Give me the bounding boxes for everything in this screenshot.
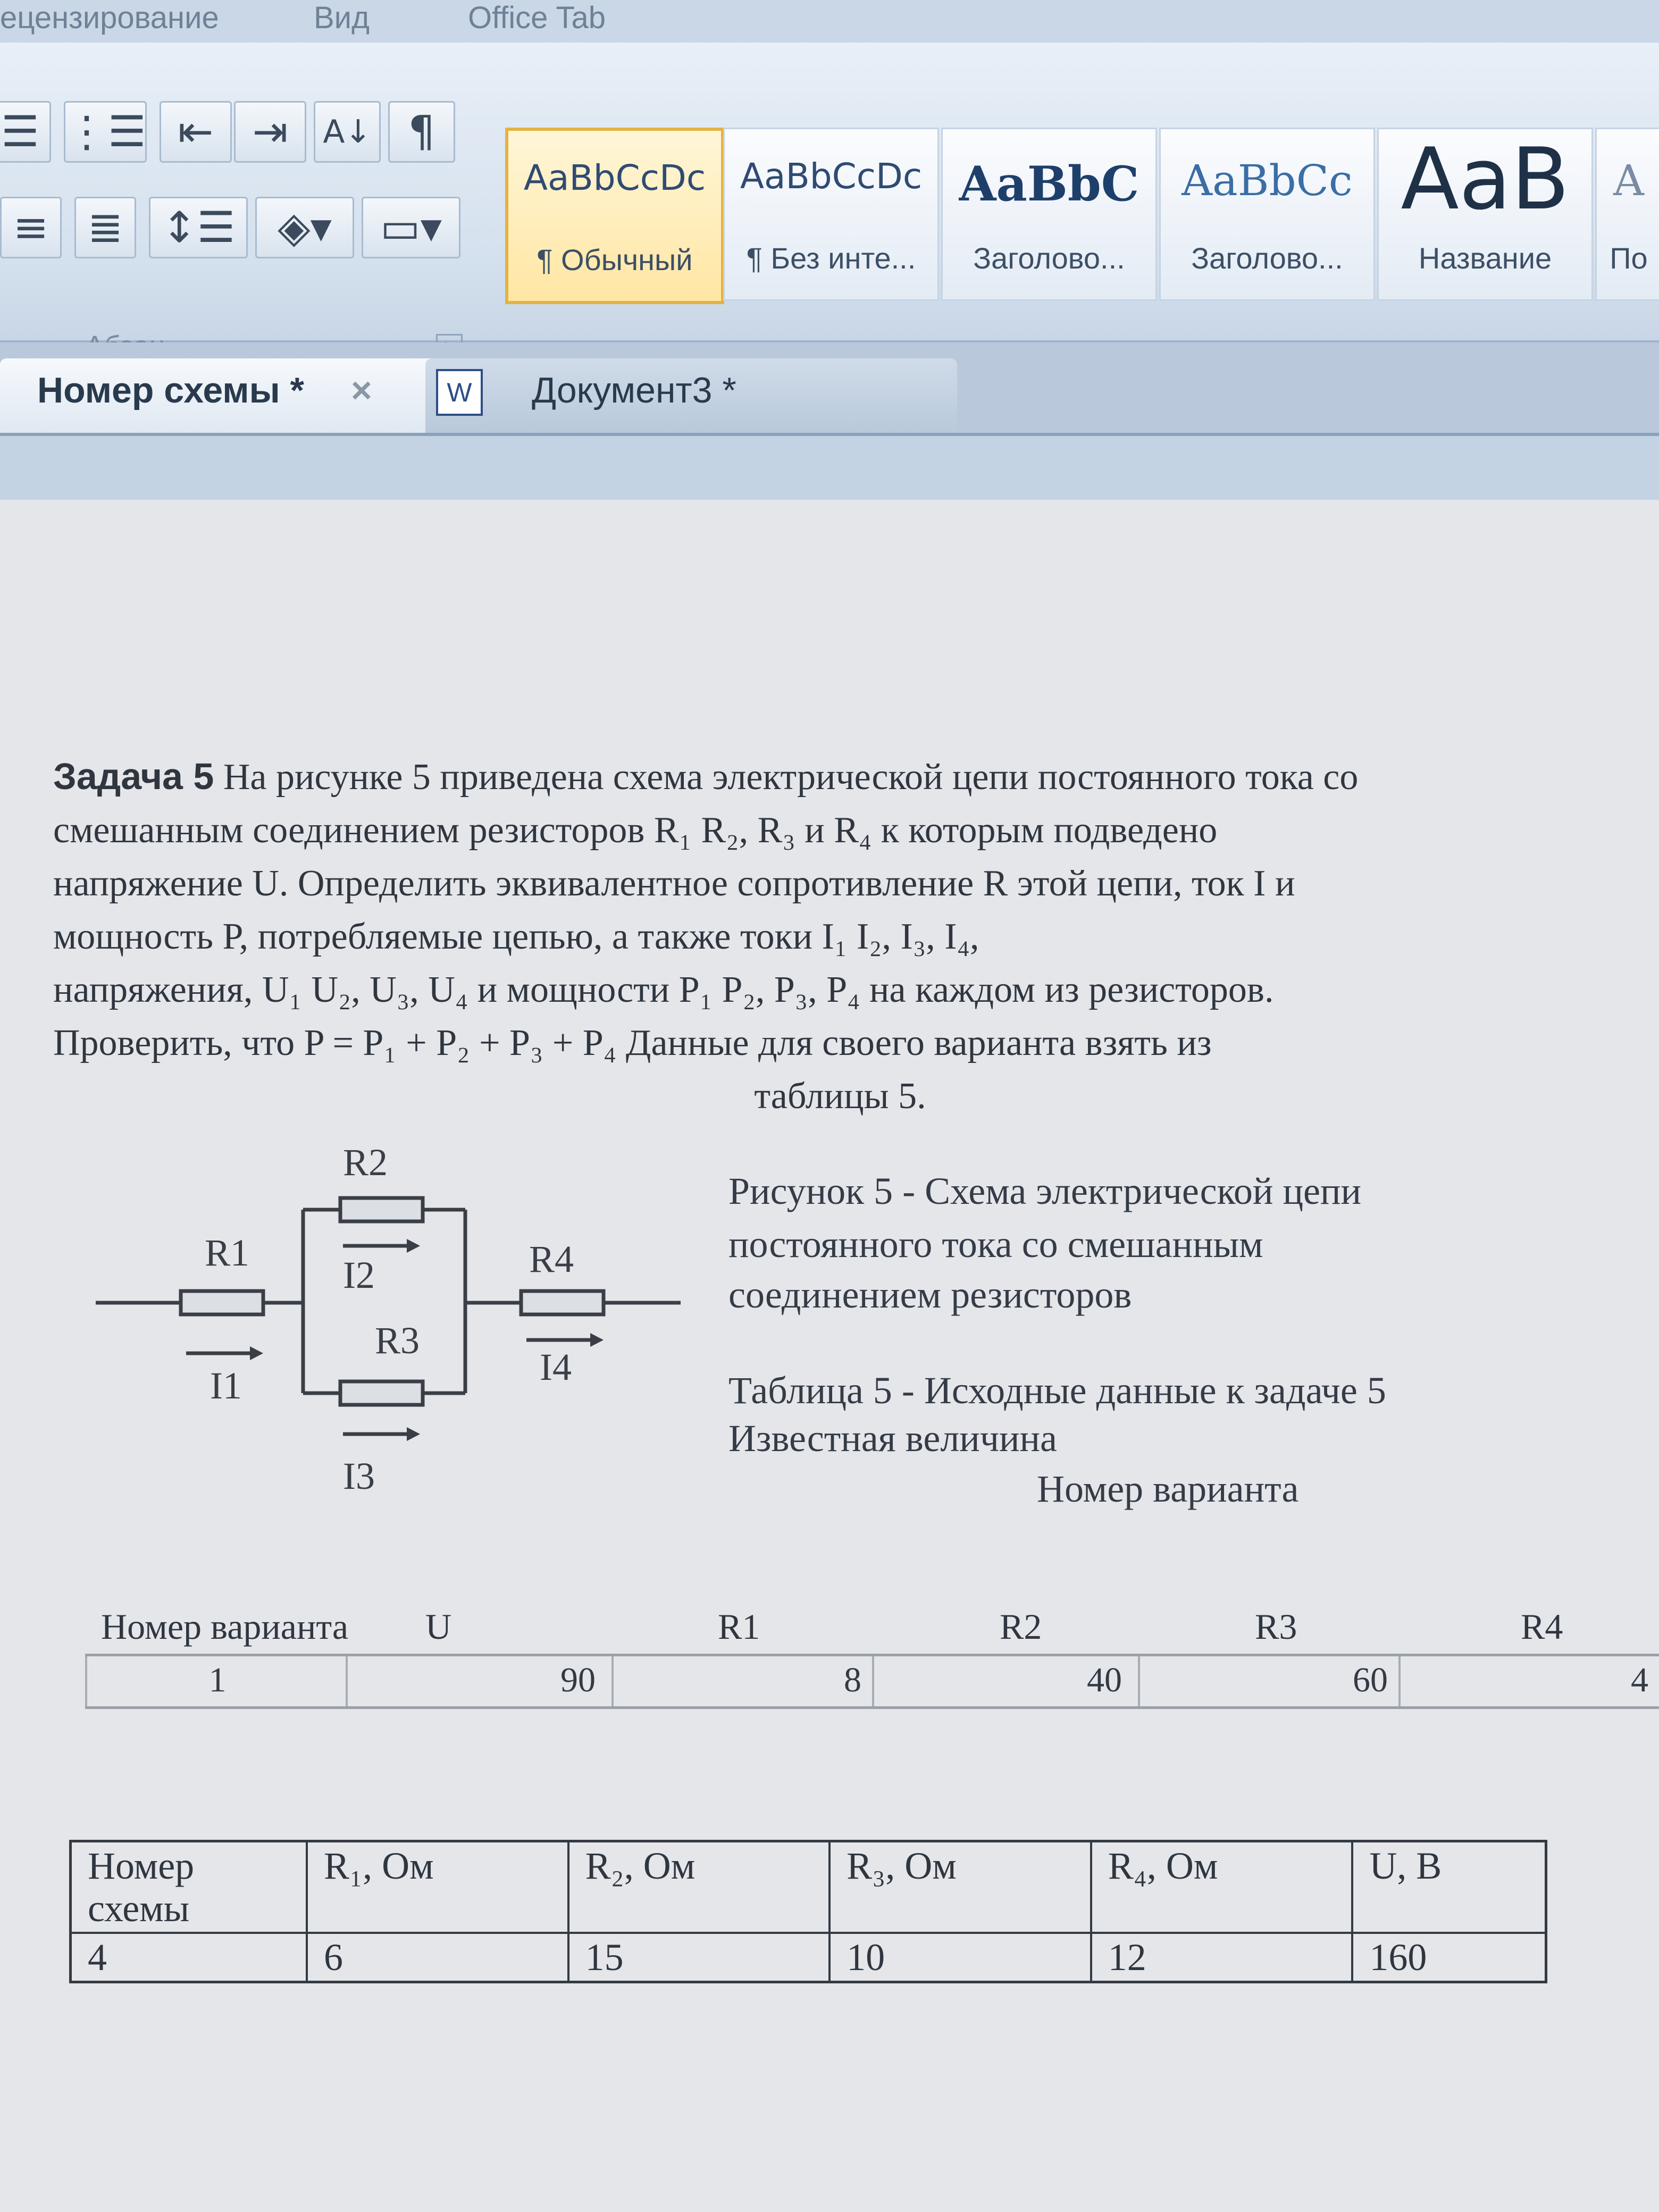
cell-u-volt: 160 xyxy=(1352,1933,1546,1982)
table-caption-line-2: Известная величина xyxy=(728,1417,1058,1460)
style-name: Заголово... xyxy=(1191,241,1343,275)
table-row xyxy=(71,1933,1546,1982)
task-line-6: Проверить, что P = P₁ + P₂ + P₃ + P₄ Данные для своего варианта взять из xyxy=(53,1023,1212,1063)
document-tab-bar xyxy=(0,342,1659,436)
word-doc-icon: W xyxy=(436,369,483,416)
task-line-5: напряжения, U₁ U₂, U₃, U₄ и мощности P₁ P₂, P₃, P₄ на каждом из резисторов. xyxy=(53,969,1274,1010)
cell-r3-ohm: 10 xyxy=(830,1933,1091,1982)
cell-r4-ohm: 12 xyxy=(1091,1933,1353,1982)
bullets-icon[interactable]: ☰ xyxy=(0,101,51,163)
sort-icon[interactable]: А↓ xyxy=(314,101,381,163)
tab-new[interactable] xyxy=(840,358,957,433)
style-name: ¶ Без инте... xyxy=(746,241,916,275)
borders-icon[interactable]: ▭▾ xyxy=(362,197,460,258)
task-paragraph xyxy=(53,750,1627,1123)
align-right-icon[interactable]: ≡ xyxy=(0,197,62,258)
figure-caption-line-3: соединением резисторов xyxy=(728,1273,1132,1316)
style-heading-2[interactable] xyxy=(1159,128,1375,301)
table-caption-line-1: Таблица 5 - Исходные данные к задаче 5 xyxy=(728,1369,1386,1412)
variant-table-row xyxy=(85,1654,1659,1709)
cell-r4: 4 xyxy=(1398,1656,1659,1706)
label-i4: I4 xyxy=(540,1346,572,1388)
ribbon-tab-strip xyxy=(0,0,1659,43)
label-r1: R1 xyxy=(205,1231,250,1274)
style-name: Название xyxy=(1418,241,1552,275)
tab-label: Документ3 * xyxy=(532,370,736,410)
cell-scheme-number: 4 xyxy=(71,1933,307,1982)
header-r1: R1 xyxy=(718,1606,760,1647)
cell-variant: 1 xyxy=(85,1656,348,1706)
header-r3-ohm: R₃, Ом xyxy=(830,1841,1091,1933)
style-normal[interactable] xyxy=(505,128,724,304)
arrowhead-i3 xyxy=(407,1427,420,1441)
tab-document3[interactable] xyxy=(425,358,856,433)
justify-icon[interactable]: ≣ xyxy=(74,197,136,258)
cell-r2: 40 xyxy=(872,1656,1133,1706)
resistor-r2 xyxy=(340,1198,423,1221)
header-r2: R2 xyxy=(1000,1606,1042,1647)
header-u-volt: U, В xyxy=(1352,1841,1546,1933)
tab-underline-bar xyxy=(0,436,1659,500)
cell-r3: 60 xyxy=(1138,1656,1398,1706)
header-r3: R3 xyxy=(1255,1606,1297,1647)
tab-office-tab[interactable]: Office Tab xyxy=(468,1,606,35)
label-i3: I3 xyxy=(343,1455,375,1497)
header-r2-ohm: R₂, Ом xyxy=(568,1841,830,1933)
header-u: U xyxy=(425,1606,452,1647)
header-r1-ohm: R₁, Ом xyxy=(307,1841,568,1933)
close-icon[interactable]: × xyxy=(351,370,372,410)
label-r4: R4 xyxy=(529,1238,574,1280)
tab-view[interactable]: Вид xyxy=(314,1,370,35)
multilevel-list-icon[interactable]: ⋮☰ xyxy=(64,101,147,163)
style-sample: А xyxy=(1612,156,1645,205)
arrowhead-i2 xyxy=(407,1239,420,1253)
resistor-r4 xyxy=(521,1291,604,1314)
shading-icon[interactable]: ◈▾ xyxy=(255,197,354,258)
table-caption-line-3: Номер варианта xyxy=(1037,1468,1299,1510)
figure-caption-line-1: Рисунок 5 - Схема электрической цепи xyxy=(728,1170,1362,1212)
figure-caption-line-2: постоянного тока со смешанным xyxy=(728,1223,1263,1266)
ribbon xyxy=(0,43,1659,342)
task-line-2: смешанным соединением резисторов R₁ R₂, R₃ и R₄ к которым подведено xyxy=(53,810,1218,851)
label-i1: I1 xyxy=(210,1364,242,1407)
label-r2: R2 xyxy=(343,1149,388,1184)
style-subtitle[interactable] xyxy=(1595,128,1659,301)
document-page[interactable] xyxy=(0,500,1659,2212)
task-label: Задача 5 xyxy=(53,756,214,797)
style-sample: AaBbCc xyxy=(1182,156,1353,205)
style-name: Заголово... xyxy=(973,241,1125,275)
tab-review[interactable]: ецензирование xyxy=(0,1,219,35)
variant-table-header xyxy=(85,1606,1659,1659)
header-r4-ohm: R₄, Ом xyxy=(1091,1841,1353,1933)
styles-gallery xyxy=(505,128,1659,308)
cell-r1: 8 xyxy=(611,1656,872,1706)
decrease-indent-icon[interactable]: ⇤ xyxy=(160,101,232,163)
tab-label: Номер схемы * xyxy=(37,370,304,410)
header-variant: Номер варианта xyxy=(101,1606,349,1647)
resistor-r1 xyxy=(181,1291,263,1314)
style-sample: АаBbCcDc xyxy=(523,157,706,198)
increase-indent-icon[interactable]: ⇥ xyxy=(234,101,306,163)
arrowhead-i1 xyxy=(250,1346,263,1360)
label-r3: R3 xyxy=(375,1319,420,1362)
circuit-diagram xyxy=(85,1149,713,1521)
arrowhead-i4 xyxy=(590,1333,604,1347)
style-no-spacing[interactable] xyxy=(723,128,939,301)
task-line-7: таблицы 5. xyxy=(754,1076,926,1117)
tab-scheme-number[interactable] xyxy=(0,358,441,433)
style-heading-1[interactable] xyxy=(941,128,1157,301)
label-i2: I2 xyxy=(343,1254,375,1296)
task-line-3: напряжение U. Определить эквивалентное сопротивление R этой цепи, ток I и xyxy=(53,863,1295,904)
header-r4: R4 xyxy=(1521,1606,1563,1647)
line-spacing-icon[interactable]: ↕☰ xyxy=(149,197,248,258)
style-sample: АаВ xyxy=(1401,129,1570,229)
cell-u: 90 xyxy=(346,1656,606,1706)
style-sample: AaBbC xyxy=(959,156,1139,212)
scheme-data-table xyxy=(69,1840,1547,1983)
style-sample: АаBbCcDc xyxy=(740,156,923,197)
style-name: По xyxy=(1610,241,1648,275)
style-title[interactable] xyxy=(1377,128,1593,301)
pilcrow-icon[interactable]: ¶ xyxy=(388,101,455,163)
task-line-4: мощность P, потребляемые цепью, а также токи I₁ I₂, I₃, I₄, xyxy=(53,916,979,957)
cell-r2-ohm: 15 xyxy=(568,1933,830,1982)
style-name: ¶ Обычный xyxy=(537,243,693,276)
resistor-r3 xyxy=(340,1381,423,1405)
task-text: На рисунке 5 приведена схема электрической цепи постоянного тока со xyxy=(223,757,1359,798)
table-header-row xyxy=(71,1841,1546,1933)
cell-r1-ohm: 6 xyxy=(307,1933,568,1982)
header-scheme-number: Номер схемы xyxy=(71,1841,307,1933)
task-line-1 xyxy=(53,750,1627,804)
